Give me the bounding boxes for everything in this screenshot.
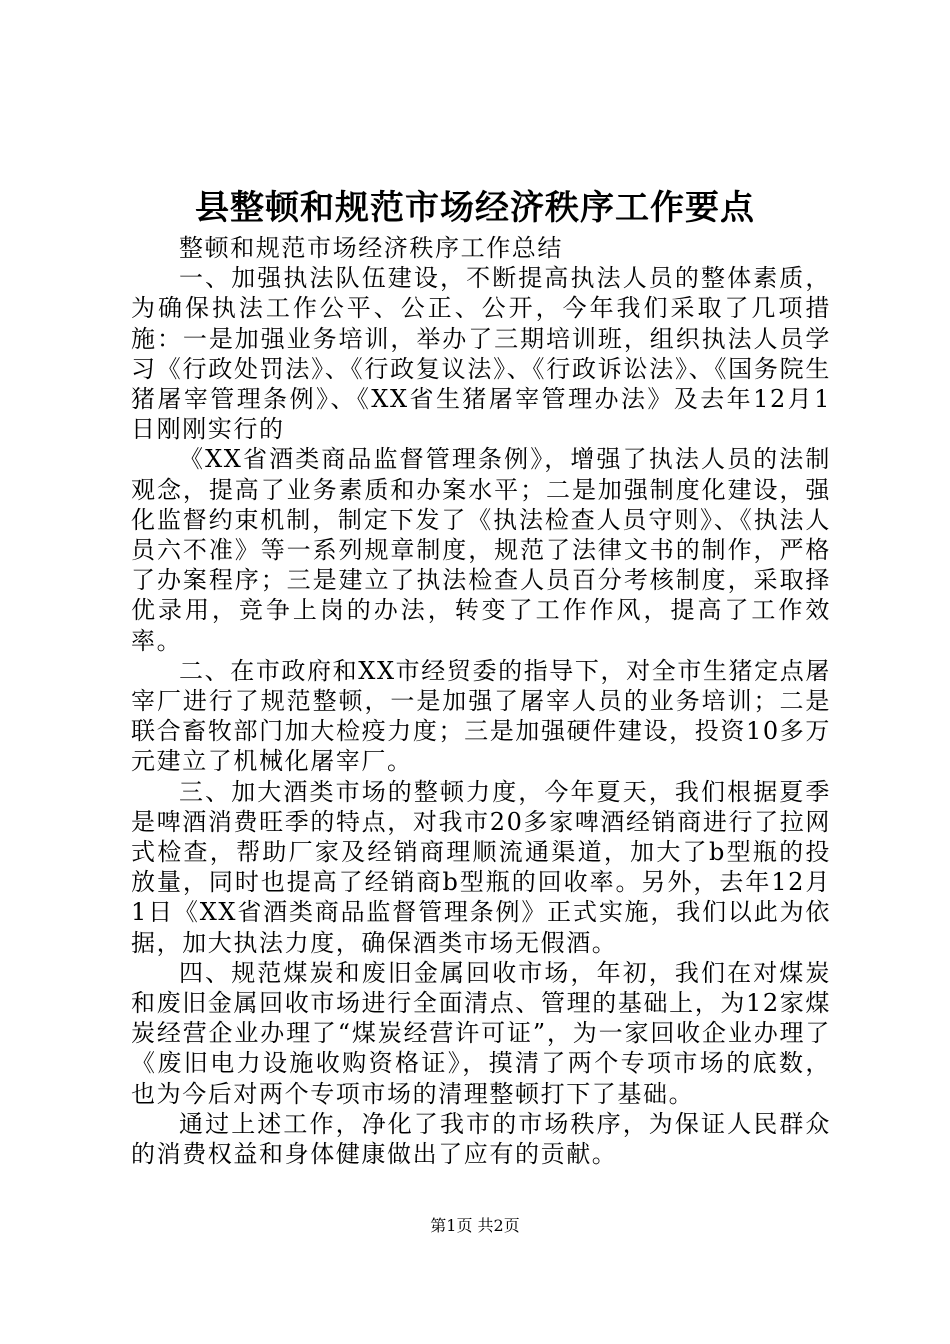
paragraph-section-1-continued: 《XX省酒类商品监督管理条例》，增强了执法人员的法制观念，提高了业务素质和办案水平；二是加强制度化建设，强化监督约束机制，制定下发了《执法检查人员守则》、《执法人员六不准》等一系列规章制度，规范了法律文书的制作，严格了办案程序；三是建立了执法检查人员百分考核制度，采取择优录用，竞争上岗的办法，转变了工作作风，提高了工作效率。 bbox=[131, 445, 831, 655]
paragraph-subtitle: 整顿和规范市场经济秩序工作总结 bbox=[179, 234, 563, 262]
paragraph-section-1: 一、加强执法队伍建设，不断提高执法人员的整体素质，为确保执法工作公平、公正、公开，今年我们采取了几项措施：一是加强业务培训，举办了三期培训班，组织执法人员学习《行政处罚法》、《行政复议法》、《行政诉讼法》、《国务院生猪屠宰管理条例》、《XX省生猪屠宰管理办法》及去年12月1日刚刚实行的 bbox=[131, 264, 831, 444]
paragraph-section-3: 三、加大酒类市场的整顿力度，今年夏天，我们根据夏季是啤酒消费旺季的特点，对我市20多家啤酒经销商进行了拉网式检查，帮助厂家及经销商理顺流通渠道，加大了b型瓶的投放量，同时也提高了经销商b型瓶的回收率。另外，去年12月1日《XX省酒类商品监督管理条例》正式实施，我们以此为依据，加大执法力度，确保酒类市场无假酒。 bbox=[131, 777, 831, 957]
paragraph-section-2: 二、在市政府和XX市经贸委的指导下，对全市生猪定点屠宰厂进行了规范整顿，一是加强了屠宰人员的业务培训；二是联合畜牧部门加大检疫力度；三是加强硬件建设，投资10多万元建立了机械化屠宰厂。 bbox=[131, 656, 831, 776]
page-number-footer: 第1页 共2页 bbox=[430, 1216, 520, 1235]
document-body bbox=[131, 233, 831, 1169]
document-title: 县整顿和规范市场经济秩序工作要点 bbox=[195, 188, 755, 228]
paragraph-conclusion: 通过上述工作，净化了我市的市场秩序，为保证人民群众的消费权益和身体健康做出了应有的贡献。 bbox=[131, 1109, 831, 1169]
paragraph-section-4: 四、规范煤炭和废旧金属回收市场，年初，我们在对煤炭和废旧金属回收市场进行全面清点、管理的基础上，为12家煤炭经营企业办理了“煤炭经营许可证”，为一家回收企业办理了《废旧电力设施收购资格证》，摸清了两个专项市场的底数，也为今后对两个专项市场的清理整顿打下了基础。 bbox=[131, 958, 831, 1108]
